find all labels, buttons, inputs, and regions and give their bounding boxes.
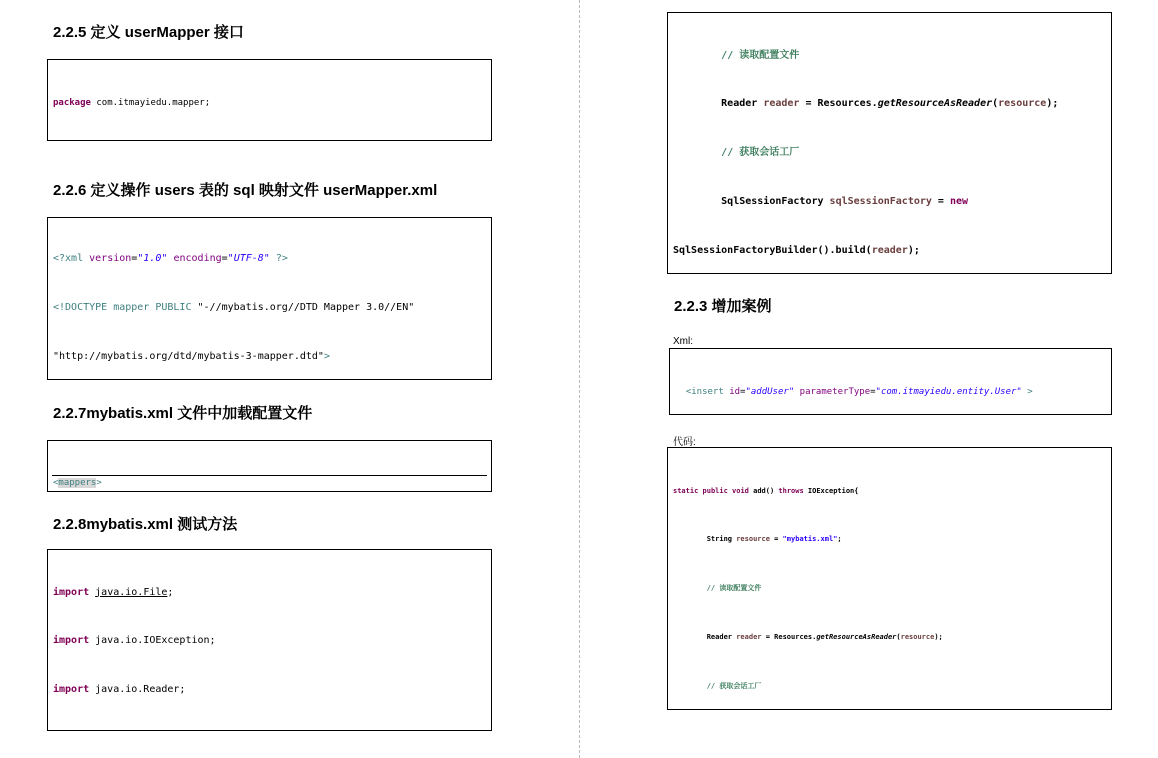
code-block-insert-xml xyxy=(675,351,1033,415)
code-line: package com.itmayiedu.mapper; xyxy=(53,98,211,108)
code-block-test-method-cont xyxy=(673,15,1064,274)
code-line: // 读取配置文件 xyxy=(706,584,762,593)
code-block-mappers xyxy=(53,443,286,492)
code-box-mapper-interface xyxy=(47,59,492,141)
code-line: import java.io.Reader; xyxy=(53,684,186,696)
heading-2-2-6: 2.2.6 定义操作 users 表的 sql 映射文件 userMapper.xml xyxy=(53,182,438,199)
code-box-add-method xyxy=(667,447,1112,710)
code-line: Reader reader = Resources.getResourceAsReader(resource); xyxy=(673,98,1059,110)
code-line: // 获取会话工厂 xyxy=(706,682,762,691)
code-box-mappers xyxy=(47,440,492,492)
code-line: SqlSessionFactory sqlSessionFactory = new xyxy=(673,196,969,208)
code-line: <?xml version="1.0" encoding="UTF-8" ?> xyxy=(53,253,288,265)
heading-2-2-7: 2.2.7mybatis.xml 文件中加载配置文件 xyxy=(53,405,313,422)
code-block-mapper-interface xyxy=(53,63,232,141)
code-line: SqlSessionFactoryBuilder().build(reader); xyxy=(673,245,920,257)
label-xml: Xml: xyxy=(673,336,693,347)
code-line: Reader reader = Resources.getResourceAsReader(resource); xyxy=(673,633,943,642)
code-line: <!DOCTYPE mapper PUBLIC "-//mybatis.org//DTD Mapper 3.0//EN" xyxy=(53,302,415,314)
heading-2-2-8: 2.2.8mybatis.xml 测试方法 xyxy=(53,516,238,533)
separator-line xyxy=(52,475,487,476)
code-line: <insert id="addUser" parameterType="com.itmayiedu.entity.User" > xyxy=(685,387,1033,397)
code-box-test-method xyxy=(47,549,492,731)
code-line: // 获取会话工厂 xyxy=(721,147,800,159)
code-line: import java.io.IOException; xyxy=(53,635,216,647)
code-line: "http://mybatis.org/dtd/mybatis-3-mapper.dtd"> xyxy=(53,350,330,362)
code-box-insert-xml xyxy=(669,348,1112,415)
heading-2-2-5: 2.2.5 定义 userMapper 接口 xyxy=(53,24,244,41)
code-line: <mappers> xyxy=(53,478,102,488)
code-block-test-method xyxy=(53,552,432,731)
code-line: import java.io.File; xyxy=(53,586,174,598)
code-box-mapper-xml xyxy=(47,217,492,380)
code-line: // 读取配置文件 xyxy=(721,49,800,61)
page-divider xyxy=(579,0,580,758)
label-code: 代码: xyxy=(673,437,696,448)
code-line: static public void add() throws IOException{ xyxy=(673,486,859,495)
code-box-test-method-cont xyxy=(667,12,1112,274)
code-line: String resource = "mybatis.xml"; xyxy=(673,535,842,544)
code-block-add-method xyxy=(673,450,1057,710)
heading-2-2-3: 2.2.3 增加案例 xyxy=(674,298,772,315)
code-block-mapper-xml xyxy=(53,219,414,380)
